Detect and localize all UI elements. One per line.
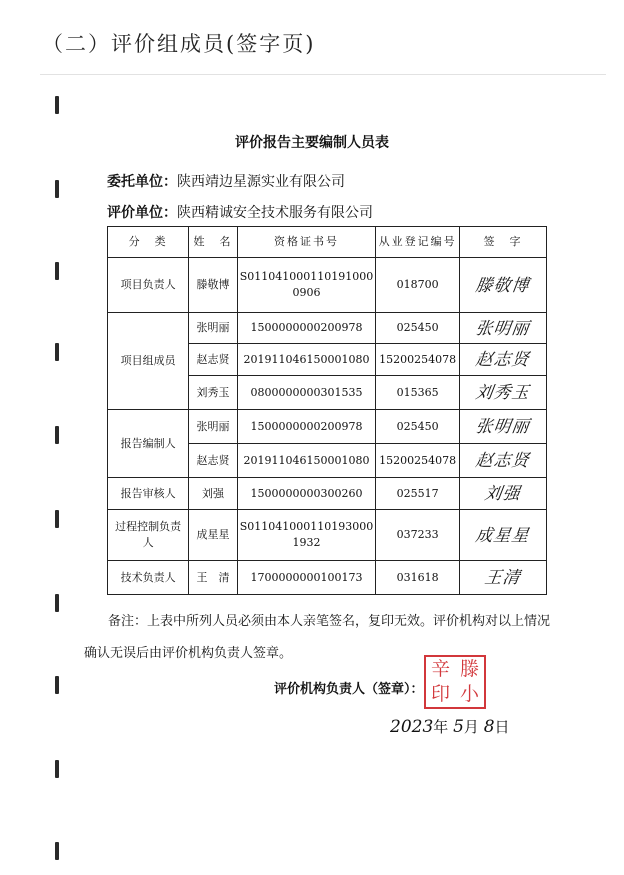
category-cell: 技术负责人 xyxy=(108,561,189,595)
category-cell: 报告编制人 xyxy=(108,410,189,478)
table-row xyxy=(108,313,547,344)
header-reg: 从业登记编号 xyxy=(376,227,460,258)
signature-cell: 赵志贤 xyxy=(457,444,549,478)
reg-cell: 15200254078 xyxy=(376,444,460,478)
reg-cell: 037233 xyxy=(376,510,460,561)
name-cell: 赵志贤 xyxy=(189,344,238,376)
signature-cell: 张明丽 xyxy=(457,313,548,344)
client-label: 委托单位： xyxy=(107,174,177,190)
name-cell: 张明丽 xyxy=(189,313,238,344)
table-row xyxy=(108,478,547,510)
header-name: 姓 名 xyxy=(189,227,238,258)
signature-cell: 张明丽 xyxy=(457,410,549,444)
category-cell: 项目组成员 xyxy=(108,313,189,410)
signature-cell: 王清 xyxy=(457,561,549,595)
reg-cell: 018700 xyxy=(376,258,460,313)
date-day: 8 xyxy=(483,717,495,737)
cert-line: 1932 xyxy=(292,536,321,549)
cert-cell: 1500000000300260 xyxy=(237,478,376,510)
cert-cell xyxy=(237,510,376,561)
date-year: 2023 xyxy=(390,717,434,737)
name-cell: 王 清 xyxy=(189,561,238,595)
category-cell: 项目负责人 xyxy=(108,258,189,313)
reg-cell: 15200254078 xyxy=(376,344,460,376)
name-cell: 滕敬博 xyxy=(189,258,238,313)
client-value: 陕西靖边星源实业有限公司 xyxy=(177,174,345,190)
cert-cell: 1700000000100173 xyxy=(237,561,376,595)
seal-char: 小 xyxy=(459,683,479,705)
seal-char: 辛 xyxy=(430,658,450,680)
cert-cell: 1500000000200978 xyxy=(237,410,376,444)
cert-cell: 1500000000200978 xyxy=(237,313,376,344)
cert-line: S011041000110191000 xyxy=(239,270,374,283)
evaluator-line xyxy=(107,202,373,222)
name-cell: 刘强 xyxy=(189,478,238,510)
table-row xyxy=(108,410,547,444)
signature-cell: 刘强 xyxy=(457,478,549,510)
signature-cell: 成星星 xyxy=(456,510,550,561)
date-year-unit: 年 xyxy=(433,718,449,736)
binding-mark xyxy=(55,343,59,361)
reg-cell: 031618 xyxy=(376,561,460,595)
header-divider xyxy=(40,74,606,75)
reg-cell: 025450 xyxy=(376,313,460,344)
table-row xyxy=(108,561,547,595)
official-seal xyxy=(424,655,486,709)
name-cell: 成星星 xyxy=(189,510,238,561)
client-line xyxy=(107,171,345,191)
table-header-row xyxy=(108,227,547,258)
binding-mark xyxy=(55,262,59,280)
cert-cell: 201911046150001080 xyxy=(237,444,376,478)
page-heading: （二）评价组成员(签字页) xyxy=(42,32,316,56)
category-cell: 报告审核人 xyxy=(108,478,189,510)
date-day-unit: 日 xyxy=(494,718,510,736)
evaluator-label: 评价单位： xyxy=(107,205,177,221)
binding-mark xyxy=(55,594,59,612)
binding-mark xyxy=(55,510,59,528)
staff-table xyxy=(107,226,547,595)
signature-cell: 刘秀玉 xyxy=(457,376,549,410)
signature-cell: 赵志贤 xyxy=(457,344,549,376)
signoff-date xyxy=(390,716,510,737)
signoff-label: 评价机构负责人（签章）： xyxy=(274,682,424,697)
seal-char: 印 xyxy=(430,683,450,705)
name-cell: 张明丽 xyxy=(189,410,238,444)
remarks-note: 备注：上表中所列人员必须由本人亲笔签名，复印无效。评价机构对以上情况确认无误后由评价机构负责人签章。 xyxy=(84,614,551,661)
header-signature: 签 字 xyxy=(459,227,546,258)
binding-mark xyxy=(55,180,59,198)
reg-cell: 025450 xyxy=(376,410,460,444)
signature-cell: 滕敬博 xyxy=(456,258,551,313)
header-category: 分 类 xyxy=(108,227,189,258)
binding-mark xyxy=(55,842,59,860)
cert-cell: 201911046150001080 xyxy=(237,344,376,376)
reg-cell: 025517 xyxy=(376,478,460,510)
name-cell: 刘秀玉 xyxy=(189,376,238,410)
cert-cell xyxy=(237,258,376,313)
table-row xyxy=(108,258,547,313)
reg-cell: 015365 xyxy=(376,376,460,410)
date-month-unit: 月 xyxy=(463,718,479,736)
binding-mark xyxy=(55,426,59,444)
binding-mark xyxy=(55,760,59,778)
category-cell: 过程控制负责人 xyxy=(108,510,189,561)
date-month: 5 xyxy=(453,717,464,737)
cert-cell: 0800000000301535 xyxy=(237,376,376,410)
seal-char: 滕 xyxy=(459,658,479,680)
binding-mark xyxy=(55,96,59,114)
table-title: 评价报告主要编制人员表 xyxy=(235,135,389,151)
binding-mark xyxy=(55,676,59,694)
header-cert: 资格证书号 xyxy=(237,227,376,258)
cert-line: 0906 xyxy=(292,286,321,299)
evaluator-value: 陕西精诚安全技术服务有限公司 xyxy=(177,205,373,221)
name-cell: 赵志贤 xyxy=(189,444,238,478)
table-row xyxy=(108,510,547,561)
cert-line: S011041000110193000 xyxy=(239,520,374,533)
